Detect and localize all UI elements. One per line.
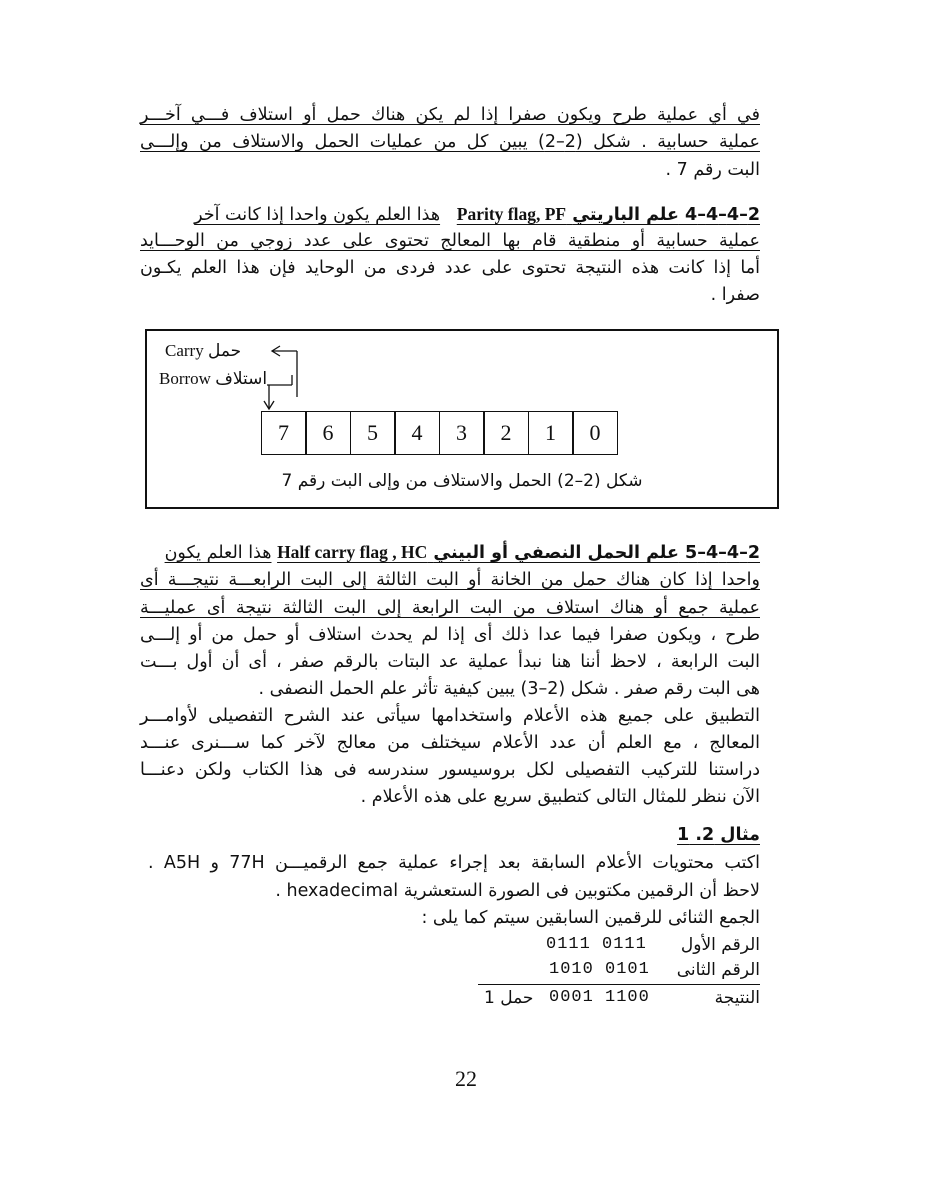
halfcarry-line-5: [140, 650, 760, 675]
halfcarry-line-10: [140, 785, 760, 810]
heading-english: Parity flag, PF: [456, 204, 567, 224]
carry-out-note: حمل 1: [484, 988, 534, 1008]
bit-cell: 3: [439, 411, 485, 455]
paragraph-1-line-3: [140, 158, 760, 183]
text-span: هذا العلم يكون واحدا إذا كانت آخر: [194, 205, 441, 225]
halfcarry-line-8: [140, 731, 760, 756]
text-span: هذا العلم يكون: [164, 543, 272, 563]
text-span: التطبيق على جميع هذه الأعلام واستخدامها سيأتى عند الشرح التفصيلى لأوامـــر: [140, 706, 760, 726]
parity-line-2: [140, 229, 760, 254]
example-line-2: [140, 879, 760, 904]
text-span: البت الرابعة ، لاحظ أننا هنا نبدأ عملية عد البتات بالرقم صفر ، أى أن أول بـــت: [140, 652, 760, 672]
bit-cell: 2: [483, 411, 529, 455]
bit-cell: 5: [350, 411, 396, 455]
text-span: عملية حسابية أو منطقية قام بها المعالج تحتوى على عدد زوجي من الوحـــايد: [140, 231, 760, 251]
addition-value: 1010 0101: [549, 960, 650, 979]
page-number: 22: [455, 1066, 477, 1091]
text-span: لاحظ أن الرقمين مكتوبين فى الصورة الستعشرية hexadecimal .: [275, 881, 760, 901]
text-span: هى البت رقم صفر . شكل (2–3) يبين كيفية تأثر علم الحمل النصفى .: [258, 679, 760, 699]
halfcarry-heading-line: [140, 540, 760, 566]
halfcarry-line-2: [140, 568, 760, 593]
text-span: الآن ننظر للمثال التالى كتطبيق سريع على هذه الأعلام .: [360, 787, 760, 807]
sum-rule: [478, 984, 760, 985]
addition-label: الرقم الثانى: [676, 960, 760, 980]
parity-line-3: [140, 256, 760, 281]
text-span: دراستنا للتركيب التفصيلى لكل بروسيسور سندرسه فى هذا الكتاب ولكن دعنـــا: [140, 760, 760, 780]
halfcarry-line-9: [140, 758, 760, 783]
bit-cell: 4: [394, 411, 440, 455]
example-line-3: [140, 906, 760, 931]
heading-english: Half carry flag , HC: [277, 542, 428, 562]
figure-carry-borrow: [145, 329, 779, 509]
addition-label: الرقم الأول: [680, 935, 760, 955]
carry-label-english: Carry: [165, 341, 204, 360]
bit-cell: 7: [261, 411, 307, 455]
bit-cell: 0: [572, 411, 618, 455]
text-span: أما إذا كانت هذه النتيجة تحتوى على عدد فردى من الوحايد فإن هذا العلم يكـون: [140, 258, 760, 278]
example-title-line: [140, 823, 760, 848]
bit-cell: 1: [528, 411, 574, 455]
section-heading: [457, 205, 760, 225]
halfcarry-line-7: [140, 704, 760, 729]
paragraph-1-line-1: [140, 103, 760, 128]
text-span: صفرا .: [710, 285, 760, 305]
paragraph-1-line-2: [140, 130, 760, 155]
heading-arabic: علم الباريتي: [572, 205, 679, 225]
text-span: الجمع الثنائى للرقمين السابقين سيتم كما يلى :: [421, 908, 760, 928]
result-value: 0001 1100: [549, 988, 650, 1007]
parity-line-4: [140, 283, 760, 308]
section-heading: [277, 543, 760, 563]
heading-arabic: علم الحمل النصفي أو البيني: [433, 543, 679, 563]
example-title: مثال 2. 1: [677, 825, 760, 845]
bit-register: [262, 411, 618, 455]
text-span: عملية جمع أو هناك استلاف من البت الرابعة إلى البت الثالثة نتيجة أى عمليـــة: [140, 598, 760, 618]
result-label: النتيجة: [714, 988, 760, 1008]
halfcarry-line-3: [140, 596, 760, 621]
borrow-label-arabic: استلاف: [215, 369, 268, 389]
parity-heading-line: [140, 202, 760, 228]
borrow-label-english: Borrow: [159, 369, 211, 388]
example-line-1: [148, 851, 760, 876]
text-span: واحدا إذا كان هناك حمل من الخانة أو البت الثالثة إلى البت الرابعـــة نتيجـــة أى: [140, 570, 760, 590]
text-span: المعالج ، مع العلم أن عدد الأعلام سيختلف من معالج لآخر كما ســـنرى عنـــد: [140, 733, 760, 753]
text-span: في أي عملية طرح ويكون صفرا إذا لم يكن هناك حمل أو استلاف فـــي آخـــر: [140, 105, 760, 125]
heading-number: 2–4–4–4: [685, 205, 760, 225]
text-span: عملية حسابية . شكل (2–2) يبين كل من عمليات الحمل والاستلاف من وإلـــى: [140, 132, 760, 152]
carry-label-arabic: حمل: [207, 341, 242, 361]
bit-cell: 6: [305, 411, 351, 455]
halfcarry-line-6: [140, 677, 760, 702]
text-span: اكتب محتويات الأعلام السابقة بعد إجراء عملية جمع الرقميـــن 77H و A5H .: [148, 853, 760, 873]
figure-caption: شكل (2–2) الحمل والاستلاف من وإلى البت رقم 7: [281, 471, 643, 491]
heading-number: 2–4–4–5: [685, 543, 760, 563]
halfcarry-line-4: [140, 623, 760, 648]
addition-value: 0111 0111: [546, 935, 647, 954]
text-span: طرح ، ويكون صفرا فيما عدا ذلك أى إذا لم يحدث استلاف أو حمل من أو إلـــى: [140, 625, 760, 645]
text-span: البت رقم 7 .: [665, 160, 760, 180]
